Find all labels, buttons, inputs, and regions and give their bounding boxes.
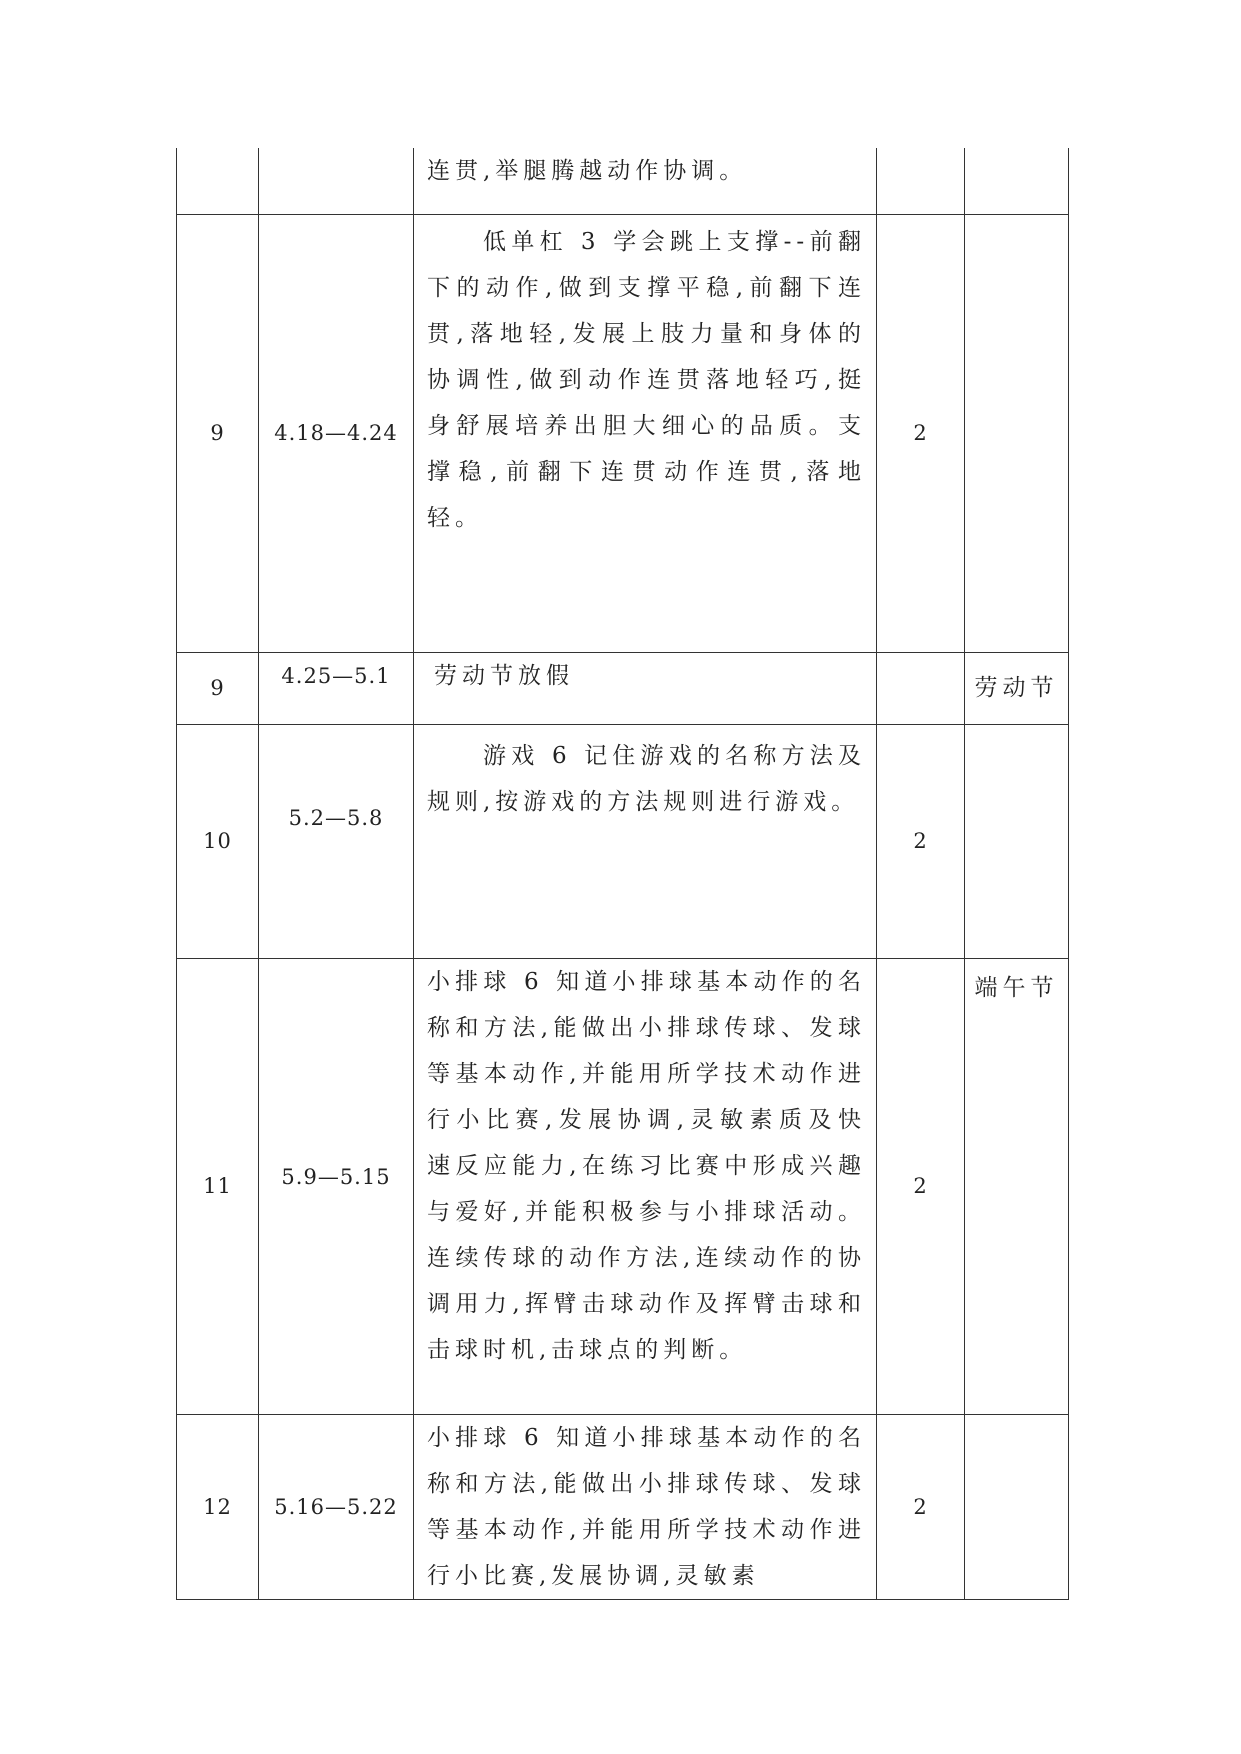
week-cell: 10 (177, 724, 259, 958)
note-cell (965, 214, 1069, 652)
content-text: 劳动节放假 (434, 662, 574, 689)
content-text: 小排球 6 知道小排球基本动作的名称和方法,能做出小排球传球、发球等基本动作,并能用所学技术动作进行小比赛,发展协调,灵敏素质及快速反应能力,在练习比赛中形成兴趣与爱好,并能积极参与小排球活动。 连续传球的动作方法,连续动作的协调用力,挥臂击球动作及挥臂击球和击球时机,击球点的判断。 (427, 968, 866, 1363)
note-cell (965, 1414, 1069, 1599)
hours-cell: 2 (877, 214, 965, 652)
table-row (177, 652, 1069, 724)
note-cell: 端午节 (965, 958, 1069, 1414)
content-cell (414, 958, 877, 1414)
table-row (177, 148, 1069, 214)
table-row (177, 214, 1069, 652)
table-row (177, 1414, 1069, 1599)
hours-cell: 2 (877, 724, 965, 958)
week-cell (177, 148, 259, 214)
date-cell: 4.18—4.24 (259, 214, 414, 652)
date-cell: 5.9—5.15 (259, 958, 414, 1414)
date-cell: 5.2—5.8 (259, 724, 414, 958)
week-cell: 11 (177, 958, 259, 1414)
content-cell (414, 652, 877, 724)
date-cell: 4.25—5.1 (259, 652, 414, 724)
hours-cell: 2 (877, 1414, 965, 1599)
note-cell (965, 724, 1069, 958)
content-cell (414, 724, 877, 958)
content-text: 连贯,举腿腾越动作协调。 (427, 158, 748, 184)
content-text: 游戏 6 记住游戏的名称方法及规则,按游戏的方法规则进行游戏。 (427, 742, 866, 815)
note-cell: 劳动节 (965, 652, 1069, 724)
content-text: 低单杠 3 学会跳上支撑--前翻下的动作,做到支撑平稳,前翻下连贯,落地轻,发展上肢力量和身体的协调性,做到动作连贯落地轻巧,挺身舒展培养出胆大细心的品质。支撑稳,前翻下连贯动作连贯,落地轻。 (427, 228, 866, 531)
week-cell: 9 (177, 652, 259, 724)
note-cell (965, 148, 1069, 214)
week-cell: 12 (177, 1414, 259, 1599)
teaching-schedule-table (176, 148, 1069, 1600)
table-row (177, 958, 1069, 1414)
date-cell: 5.16—5.22 (259, 1414, 414, 1599)
content-cell (414, 214, 877, 652)
week-cell: 9 (177, 214, 259, 652)
content-cell (414, 1414, 877, 1599)
content-text: 小排球 6 知道小排球基本动作的名称和方法,能做出小排球传球、发球等基本动作,并能用所学技术动作进行小比赛,发展协调,灵敏素 (427, 1424, 866, 1589)
hours-cell (877, 652, 965, 724)
date-cell (259, 148, 414, 214)
table-row (177, 724, 1069, 958)
hours-cell: 2 (877, 958, 965, 1414)
hours-cell (877, 148, 965, 214)
content-cell (414, 148, 877, 214)
